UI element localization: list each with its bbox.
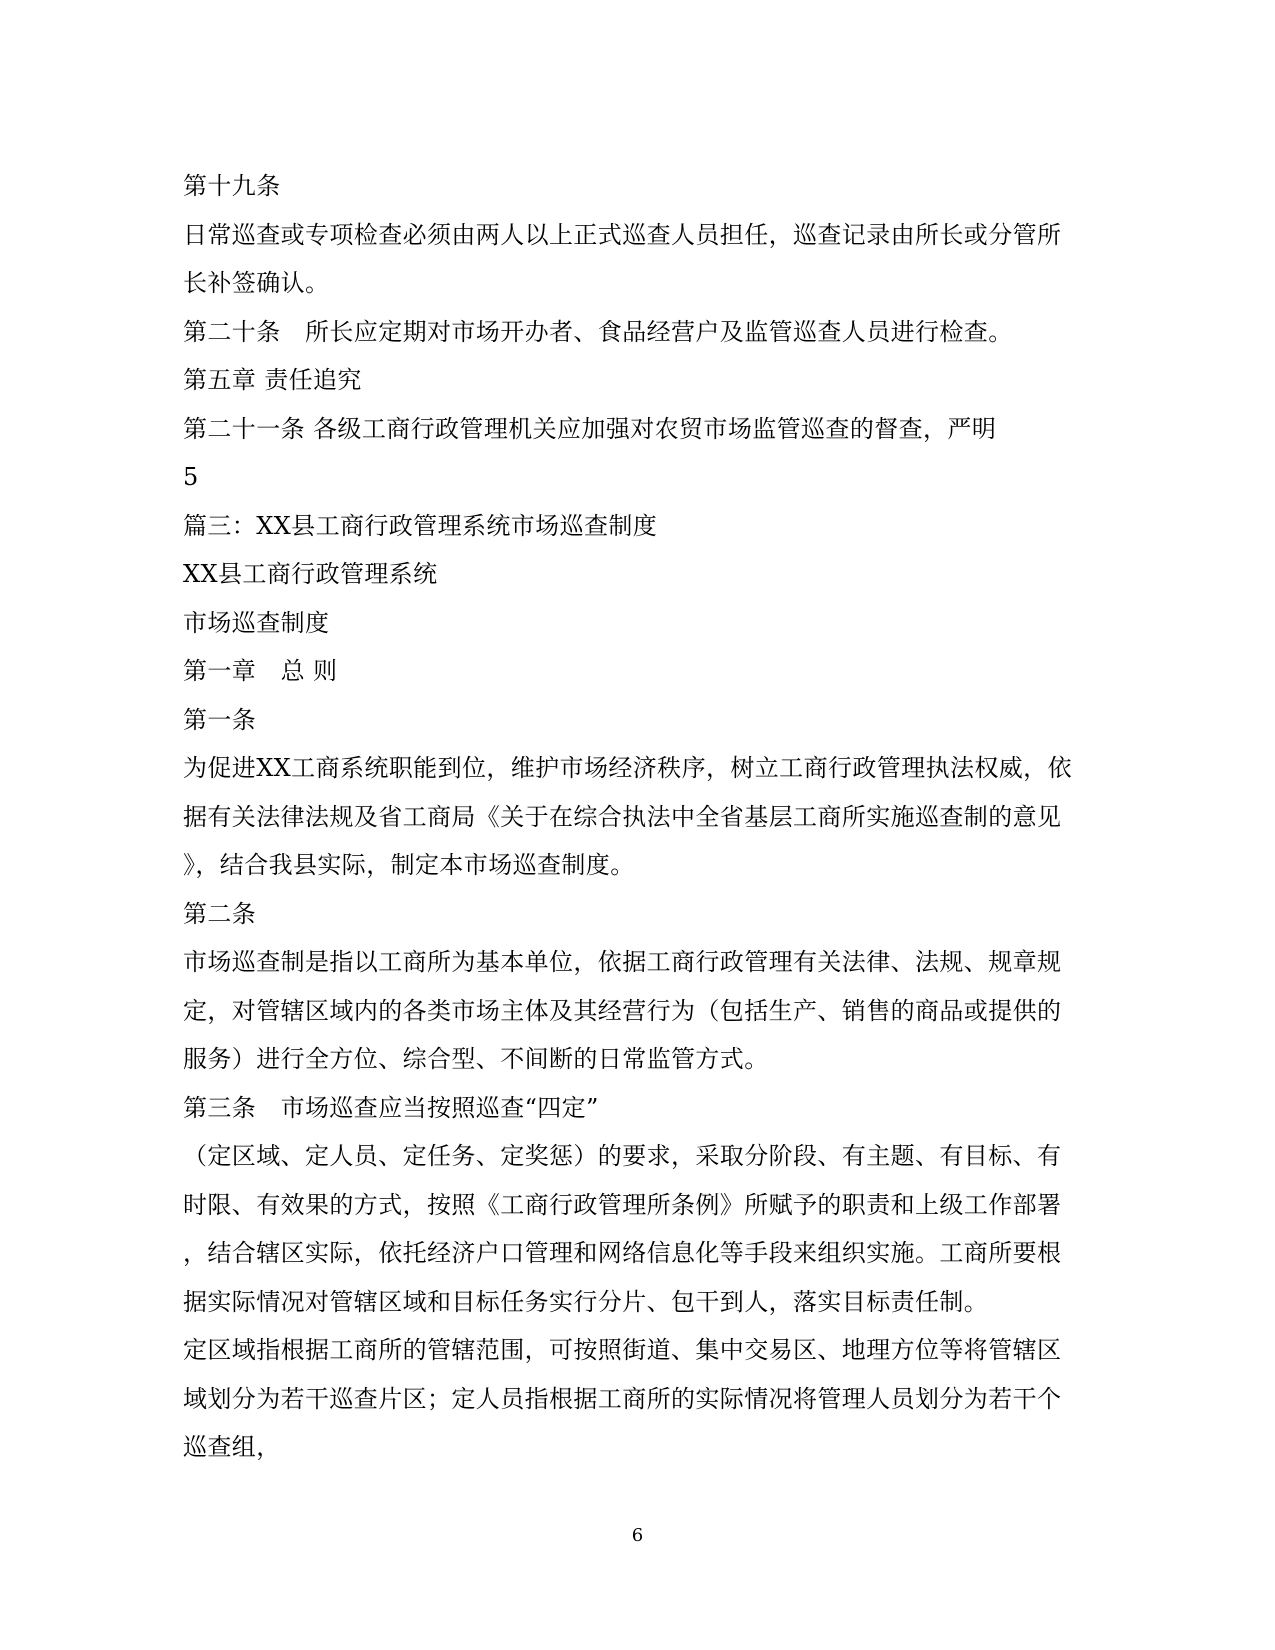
text-line: ，结合辖区实际，依托经济户口管理和网络信息化等手段来组织实施。工商所要根	[183, 1239, 1062, 1267]
article-heading: 第一条	[183, 705, 257, 734]
text-line: 时限、有效果的方式，按照《工商行政管理所条例》所赋予的职责和上级工作部署	[183, 1190, 1062, 1219]
text-line: （定区域、定人员、定任务、定奖惩）的要求，采取分阶段、有主题、有目标、有	[183, 1142, 1062, 1170]
text-line: 据实际情况对管辖区域和目标任务实行分片、包干到人，落实目标责任制。	[183, 1287, 989, 1316]
text-line: 域划分为若干巡查片区；定人员指根据工商所的实际情况将管理人员划分为若干个	[183, 1384, 1062, 1413]
text-line: 》，结合我县实际，制定本市场巡查制度。	[183, 851, 635, 879]
text-line: 市场巡查制是指以工商所为基本单位，依据工商行政管理有关法律、法规、规章规	[183, 948, 1062, 976]
document-title: XX县工商行政管理系统	[183, 560, 438, 588]
chapter-heading: 第五章 责任追究	[183, 366, 362, 394]
article-heading: 第二条	[183, 899, 257, 928]
text-line: 第二十一条 各级工商行政管理机关应加强对农贸市场监管巡查的督查，严明	[183, 414, 997, 443]
page-number: 6	[631, 1525, 644, 1546]
section-heading: 篇三：XX县工商行政管理系统市场巡查制度	[183, 511, 658, 540]
text-line: 为促进XX工商系统职能到位，维护市场经济秩序，树立工商行政管理执法权威，依	[183, 754, 1072, 782]
document-body	[183, 162, 1093, 1472]
text-line: 第三条 市场巡查应当按照巡查“四定”	[183, 1093, 599, 1122]
text-line: 据有关法律法规及省工商局《关于在综合执法中全省基层工商所实施巡查制的意见	[183, 802, 1062, 831]
text-line: 第二十条 所长应定期对市场开办者、食品经营户及监管巡查人员进行检查。	[183, 317, 1013, 346]
document-subtitle: 市场巡查制度	[183, 608, 330, 637]
chapter-heading: 第一章 总 则	[183, 657, 338, 685]
text-line: 定区域指根据工商所的管辖范围，可按照街道、集中交易区、地理方位等将管辖区	[183, 1336, 1062, 1364]
text-line: 巡查组，	[183, 1433, 281, 1461]
text-line: 长补签确认。	[183, 269, 330, 297]
text-line: 日常巡查或专项检查必须由两人以上正式巡查人员担任，巡查记录由所长或分管所	[183, 220, 1062, 249]
text-line: 服务）进行全方位、综合型、不间断的日常监管方式。	[183, 1045, 769, 1073]
text-line: 第十九条	[183, 172, 281, 200]
text-line: 定，对管辖区域内的各类市场主体及其经营行为（包括生产、销售的商品或提供的	[183, 996, 1062, 1025]
inline-page-marker: 5	[183, 463, 199, 491]
